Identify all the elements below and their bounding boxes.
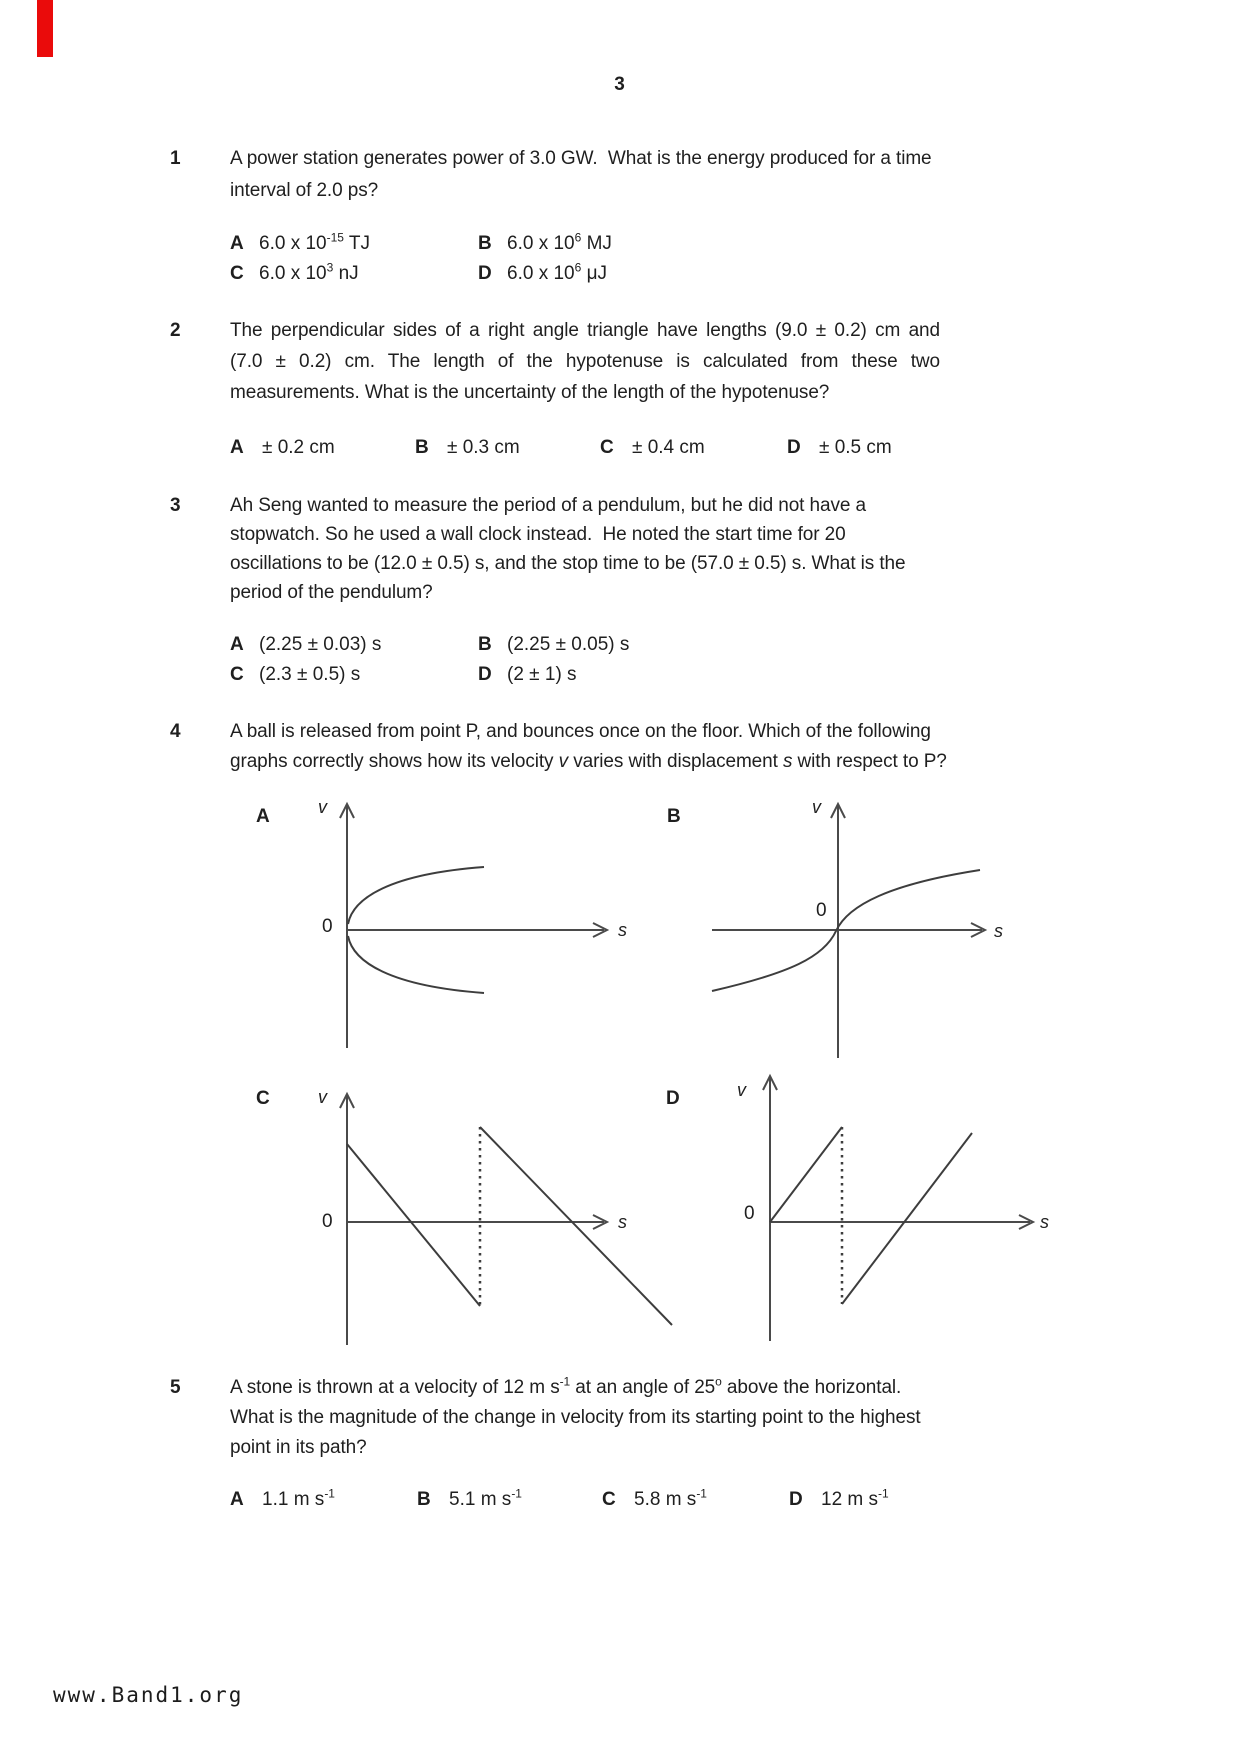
question-line: oscillations to be (12.0 ± 0.5) s, and the stop time to be (57.0 ± 0.5) s. What is the (230, 553, 906, 574)
option-label: A (230, 1489, 244, 1510)
option-label: A (230, 634, 244, 655)
option-exponent: -1 (324, 1486, 335, 1501)
option-text: 6.0 x 10 (259, 233, 327, 254)
graph-c-segment-1 (347, 1144, 480, 1306)
displacement-symbol: s (782, 751, 793, 772)
question-text: with respect to P? (792, 751, 947, 772)
question-line: Ah Seng wanted to measure the period of a pendulum, but he did not have a (230, 495, 866, 516)
option-label: C (600, 437, 614, 458)
graph-d-segment-2 (842, 1133, 972, 1304)
red-bookmark-mark (37, 0, 53, 57)
answer-graphs (220, 780, 1070, 1370)
option-label: C (230, 263, 244, 284)
option-text: 6.0 x 10 (259, 263, 327, 284)
option-exponent: 6 (574, 230, 582, 245)
option-unit: TJ (343, 233, 370, 254)
question-text: varies with displacement (568, 751, 783, 772)
option-value: (2.25 ± 0.03) s (259, 634, 382, 655)
option-exponent: -1 (696, 1486, 707, 1501)
question-line (230, 751, 947, 773)
graph-d-origin-label: 0 (744, 1203, 755, 1224)
question-line: What is the magnitude of the change in velocity from its starting point to the highest (230, 1407, 921, 1428)
graph-a-label: A (256, 806, 270, 827)
question-text: at an angle of 25 (570, 1377, 716, 1398)
option-label: C (230, 664, 244, 685)
option-unit: MJ (581, 233, 612, 254)
question-line: A ball is released from point P, and bounces once on the floor. Which of the following (230, 721, 931, 742)
question-1-number: 1 (170, 148, 181, 169)
question-line: interval of 2.0 ps? (230, 180, 379, 201)
graph-b-v-axis-label: v (812, 797, 821, 817)
option-exponent: -15 (326, 230, 344, 245)
graph-c-v-axis-label: v (318, 1087, 327, 1107)
option-exponent: 3 (326, 260, 334, 275)
option-text: 6.0 x 10 (507, 233, 575, 254)
option-label: B (478, 233, 492, 254)
graph-a-s-axis-label: s (618, 920, 627, 940)
graph-c-label: C (256, 1088, 270, 1109)
question-3-number: 3 (170, 495, 181, 516)
question-line: The perpendicular sides of a right angle triangle have lengths (9.0 ± 0.2) cm and (230, 320, 940, 341)
option-value: (2.25 ± 0.05) s (507, 634, 630, 655)
graph-a-upper-branch (348, 867, 484, 924)
option-value: ± 0.3 cm (447, 437, 520, 458)
option-unit: nJ (333, 263, 359, 284)
graph-a-lower-branch (348, 936, 484, 993)
question-2-number: 2 (170, 320, 181, 341)
graph-a-v-axis-label: v (318, 797, 327, 817)
graph-d-segment-1 (770, 1127, 842, 1222)
option-value: ± 0.4 cm (632, 437, 705, 458)
option-text: 1.1 m s (262, 1489, 325, 1510)
option-unit: μJ (581, 263, 608, 284)
question-line: measurements. What is the uncertainty of the length of the hypotenuse? (230, 382, 830, 403)
option-label: D (478, 664, 492, 685)
option-label: C (602, 1489, 616, 1510)
option-value (507, 260, 608, 285)
option-label: B (415, 437, 429, 458)
option-exponent: -1 (511, 1486, 522, 1501)
exponent: -1 (559, 1374, 571, 1389)
question-line (230, 1374, 940, 1399)
page-number: 3 (614, 74, 625, 95)
graph-d-s-axis-label: s (1040, 1212, 1049, 1232)
graph-c-origin-label: 0 (322, 1211, 333, 1232)
option-value (259, 230, 370, 255)
option-value: ± 0.2 cm (262, 437, 335, 458)
graph-d-label: D (666, 1088, 680, 1109)
question-line: (7.0 ± 0.2) cm. The length of the hypotenuse is calculated from these two (230, 351, 940, 372)
option-value: (2 ± 1) s (507, 664, 577, 685)
graph-b-origin-label: 0 (816, 900, 827, 921)
option-exponent: 6 (574, 260, 582, 275)
option-value: (2.3 ± 0.5) s (259, 664, 361, 685)
option-value (449, 1486, 522, 1511)
graph-a-origin-label: 0 (322, 916, 333, 937)
option-text: 5.1 m s (449, 1489, 512, 1510)
question-line: A power station generates power of 3.0 GW. What is the energy produced for a time (230, 148, 932, 169)
option-value (262, 1486, 335, 1511)
question-text: A stone is thrown at a velocity of 12 m s (230, 1377, 560, 1398)
option-value (259, 260, 359, 285)
option-value (821, 1486, 889, 1511)
question-line: stopwatch. So he used a wall clock instead. He noted the start time for 20 (230, 524, 846, 545)
option-label: A (230, 233, 244, 254)
degree-symbol: o (715, 1374, 722, 1389)
question-text: graphs correctly shows how its velocity (230, 751, 559, 772)
option-label: D (787, 437, 801, 458)
velocity-symbol: v (558, 751, 569, 772)
graph-d-v-axis-label: v (737, 1080, 746, 1100)
question-text: above the horizontal. (721, 1377, 902, 1398)
question-line: period of the pendulum? (230, 582, 433, 603)
footer-url: www.Band1.org (53, 1683, 244, 1707)
question-5-number: 5 (170, 1377, 181, 1398)
question-line: point in its path? (230, 1437, 367, 1458)
option-value (507, 230, 612, 255)
option-label: B (417, 1489, 431, 1510)
option-value (634, 1486, 707, 1511)
option-label: D (789, 1489, 803, 1510)
option-exponent: -1 (878, 1486, 889, 1501)
option-label: B (478, 634, 492, 655)
graph-b-label: B (667, 806, 681, 827)
graph-c-segment-2 (480, 1127, 672, 1325)
option-label: D (478, 263, 492, 284)
option-text: 5.8 m s (634, 1489, 697, 1510)
option-text: 12 m s (821, 1489, 879, 1510)
question-4-number: 4 (170, 721, 181, 742)
option-text: 6.0 x 10 (507, 263, 575, 284)
graph-c-s-axis-label: s (618, 1212, 627, 1232)
option-value: ± 0.5 cm (819, 437, 892, 458)
graph-b-s-axis-label: s (994, 921, 1003, 941)
option-label: A (230, 437, 244, 458)
